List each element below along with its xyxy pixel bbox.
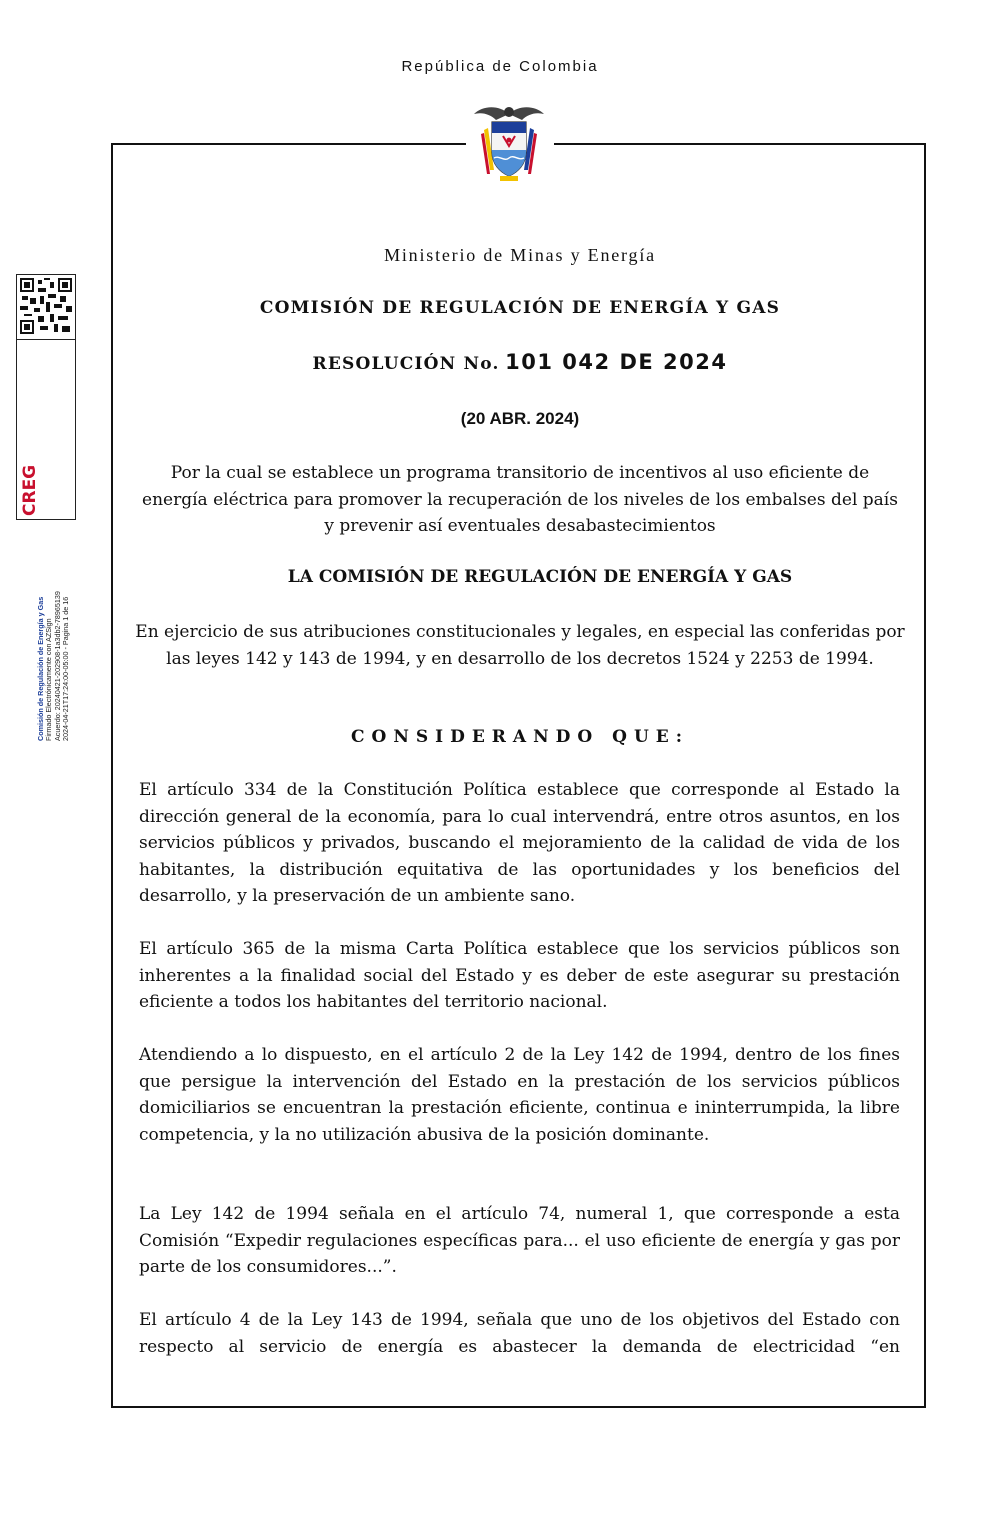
considering-paragraph: El artículo 334 de la Constitución Política establece que corresponde al Estado la dirección general de la economía, para lo cual intervendrá, entre otros asuntos, en los servicios públicos y privados, buscando el mejoramiento de la calidad de vida de los habitantes, la distribución equitativa de las oportunidades y los beneficios del desarrollo, y la preservación de un ambiente sano. bbox=[139, 780, 900, 906]
svg-text:CREG: CREG bbox=[20, 464, 40, 516]
stamp-divider bbox=[17, 339, 75, 340]
qr-code-icon bbox=[20, 278, 72, 334]
signature-text bbox=[37, 569, 71, 741]
signature-line: Firmado Electrónicamente con AZSign bbox=[44, 618, 54, 741]
commission-title: COMISIÓN DE REGULACIÓN DE ENERGÍA Y GAS bbox=[259, 298, 781, 318]
resolution-number: 101 042 DE 2024 bbox=[505, 350, 728, 374]
electronic-signature-stamp bbox=[16, 274, 76, 741]
considering-paragraph: El artículo 365 de la misma Carta Política establece que los servicios públicos son inherentes a la finalidad social del Estado y es deber de este asegurar su prestación eficiente a todos los habitantes del territorio nacional. bbox=[139, 939, 900, 1012]
considering-heading: CONSIDERANDO QUE: bbox=[351, 727, 689, 747]
legal-powers: En ejercicio de sus atribuciones constitucionales y legales, en especial las conferidas por las leyes 142 y 143 de 1994, y en desarrollo de los decretos 1524 y 2253 de 1994. bbox=[135, 622, 905, 669]
considering-paragraph: El artículo 4 de la Ley 143 de 1994, señala que uno de los objetivos del Estado con respecto al servicio de energía es abastecer la demanda de electricidad “en bbox=[139, 1310, 900, 1357]
resolution-label: RESOLUCIÓN No. bbox=[312, 354, 500, 374]
coat-of-arms-icon bbox=[470, 100, 548, 184]
resolution-date: (20 ABR. 2024) bbox=[460, 409, 580, 428]
signature-line: Acuerdo: 20240421-202908-1a3db2-78965139 bbox=[53, 591, 62, 741]
creg-logo-icon bbox=[19, 458, 40, 518]
resolution-title bbox=[140, 350, 900, 374]
signature-line: Comisión de Regulación de Energía y Gas bbox=[36, 596, 46, 741]
ministry-name: Ministerio de Minas y Energía bbox=[384, 245, 656, 265]
country-header: República de Colombia bbox=[401, 58, 599, 75]
resolution-subject: Por la cual se establece un programa transitorio de incentivos al uso eficiente de energía eléctrica para promover la recuperación de los niveles de los embalses del país y prevenir así eventuales desabastecimientos bbox=[142, 463, 898, 536]
signature-line: 2024-04-21T17:24:00-05:00 - Pagina 1 de 16 bbox=[61, 596, 71, 741]
considering-paragraph: La Ley 142 de 1994 señala en el artículo 74, numeral 1, que corresponde a esta Comisión “Expedir regulaciones específicas para... el uso eficiente de energía y gas por parte de los consumidores...”. bbox=[139, 1204, 900, 1277]
considering-paragraph: Atendiendo a lo dispuesto, en el artículo 2 de la Ley 142 de 1994, dentro de los fines que persigue la intervención del Estado en la prestación de los servicios públicos domiciliarios se encuentran la prestación eficiente, continua e ininterrumpida, la libre competencia, y la no utilización abusiva de la posición dominante. bbox=[139, 1045, 900, 1145]
issuing-authority: LA COMISIÓN DE REGULACIÓN DE ENERGÍA Y GAS bbox=[287, 567, 793, 587]
